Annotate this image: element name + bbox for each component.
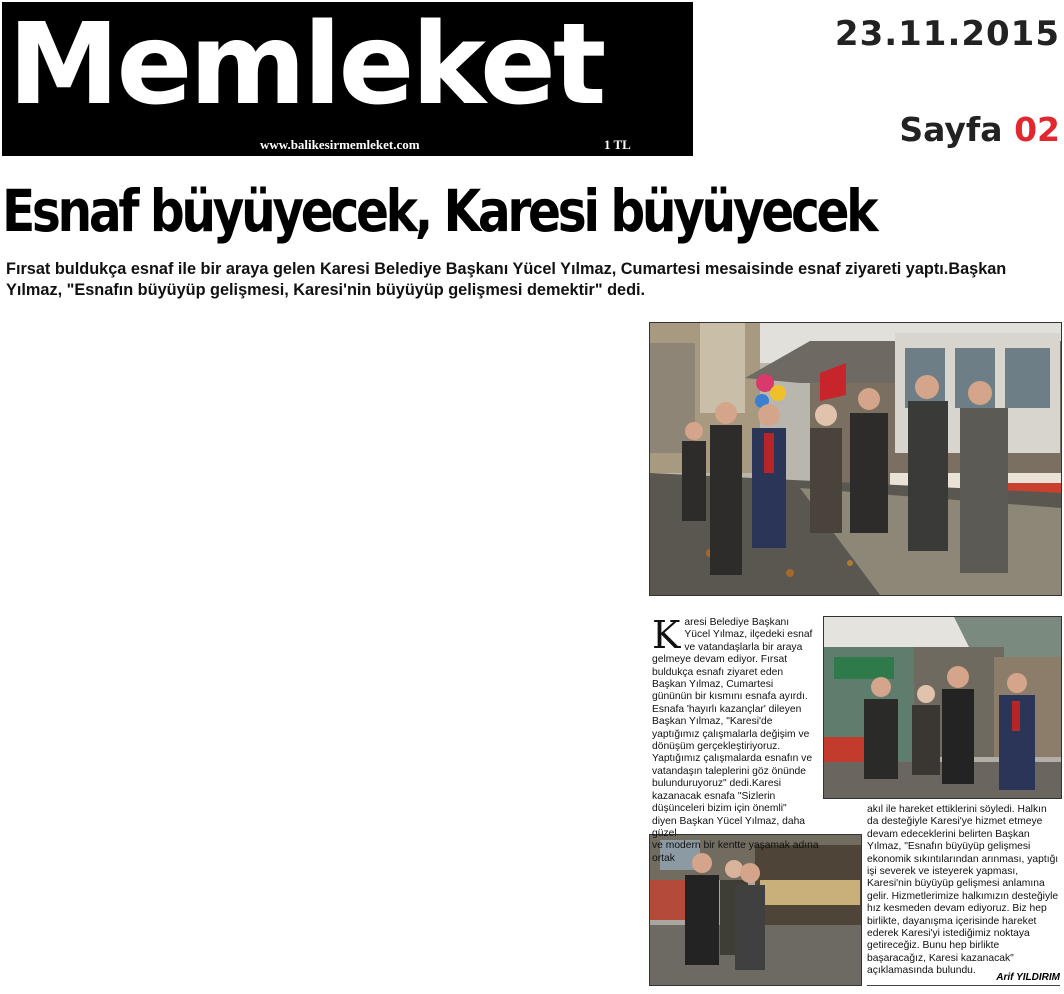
price-label: 1 TL (604, 137, 631, 152)
drop-cap: K (652, 613, 681, 657)
body-text-1: aresi Belediye Başkanı Yücel Yılmaz, ilçedeki esnaf ve vatandaşlarla bir araya gelmeye devam ediyor. Fırsat buldukça esnafı ziyaret eden Başkan Yılmaz, Cumartesi gününün bir kısmını esnafa ayırdı. Esnafa 'hayırlı kazançlar' dileyen Başkan Yılmaz, "Karesi'de yaptığımız çalışmalarla değişim ve dönüşüm gerçekleştiriyoruz. Yaptığımız çalışmalarda esnafın ve vatandaşın taleplerini göz önünde bulunduruyoruz" dedi.Karesi kazanacak esnafa "Sizlerin düşünceleri bizim için önemli" diyen Başkan Yücel Yılmaz, daha güzel ve modern bir kentte yaşamak adına ortak (652, 617, 819, 864)
photo-shop-handshake (823, 616, 1062, 799)
article-body-column-1 (652, 613, 822, 865)
photo-street-visit-image (650, 323, 1061, 595)
author-byline: Arif YILDIRIM (996, 972, 1060, 983)
page-label (899, 110, 1060, 149)
byline-divider (867, 985, 1060, 986)
article-deck: Fırsat buldukça esnaf ile bir araya gelen Karesi Belediye Başkanı Yücel Yılmaz, Cumartesi mesaisinde esnaf ziyareti yaptı.Başkan Yılmaz, "Esnafın büyüyüp gelişmesi, Karesi'nin büyüyüp gelişmesi demektir" dedi. (6, 260, 1007, 299)
photo-street-visit (649, 322, 1062, 596)
page-number: 02 (1014, 110, 1060, 149)
newspaper-logo: Memleket (8, 0, 604, 130)
article-headline: Esnaf büyüyecek, Karesi büyüyecek (2, 177, 876, 245)
issue-date: 23.11.2015 (834, 14, 1060, 54)
website-url: www.balikesirmemleket.com (260, 137, 420, 152)
article-body-column-2: akıl ile hareket ettiklerini söyledi. Halkın da desteğiyle Karesi'ye hizmet etmeye devam edeceklerini belirten Başkan Yılmaz, "Esnafın büyüyüp gelişmesi ekonomik sıkıntılarından arınması, yaptığı işi severek ve isteyerek yapması, Karesi'nin büyüyüp gelişmesi anlamına gelir. Hizmetlerimize halkımızın desteğiyle hız kesmeden devam ediyoruz. Biz hep birlikte, dayanışma içerisinde hareket ederek Karesi'yi istediğimiz noktaya getireceğiz. Bunu hep birlikte başaracağız, Karesi kazanacak" açıklamasında bulundu. (867, 804, 1059, 977)
page-prefix: Sayfa (899, 110, 1003, 149)
photo-shop-handshake-image (824, 617, 1061, 798)
